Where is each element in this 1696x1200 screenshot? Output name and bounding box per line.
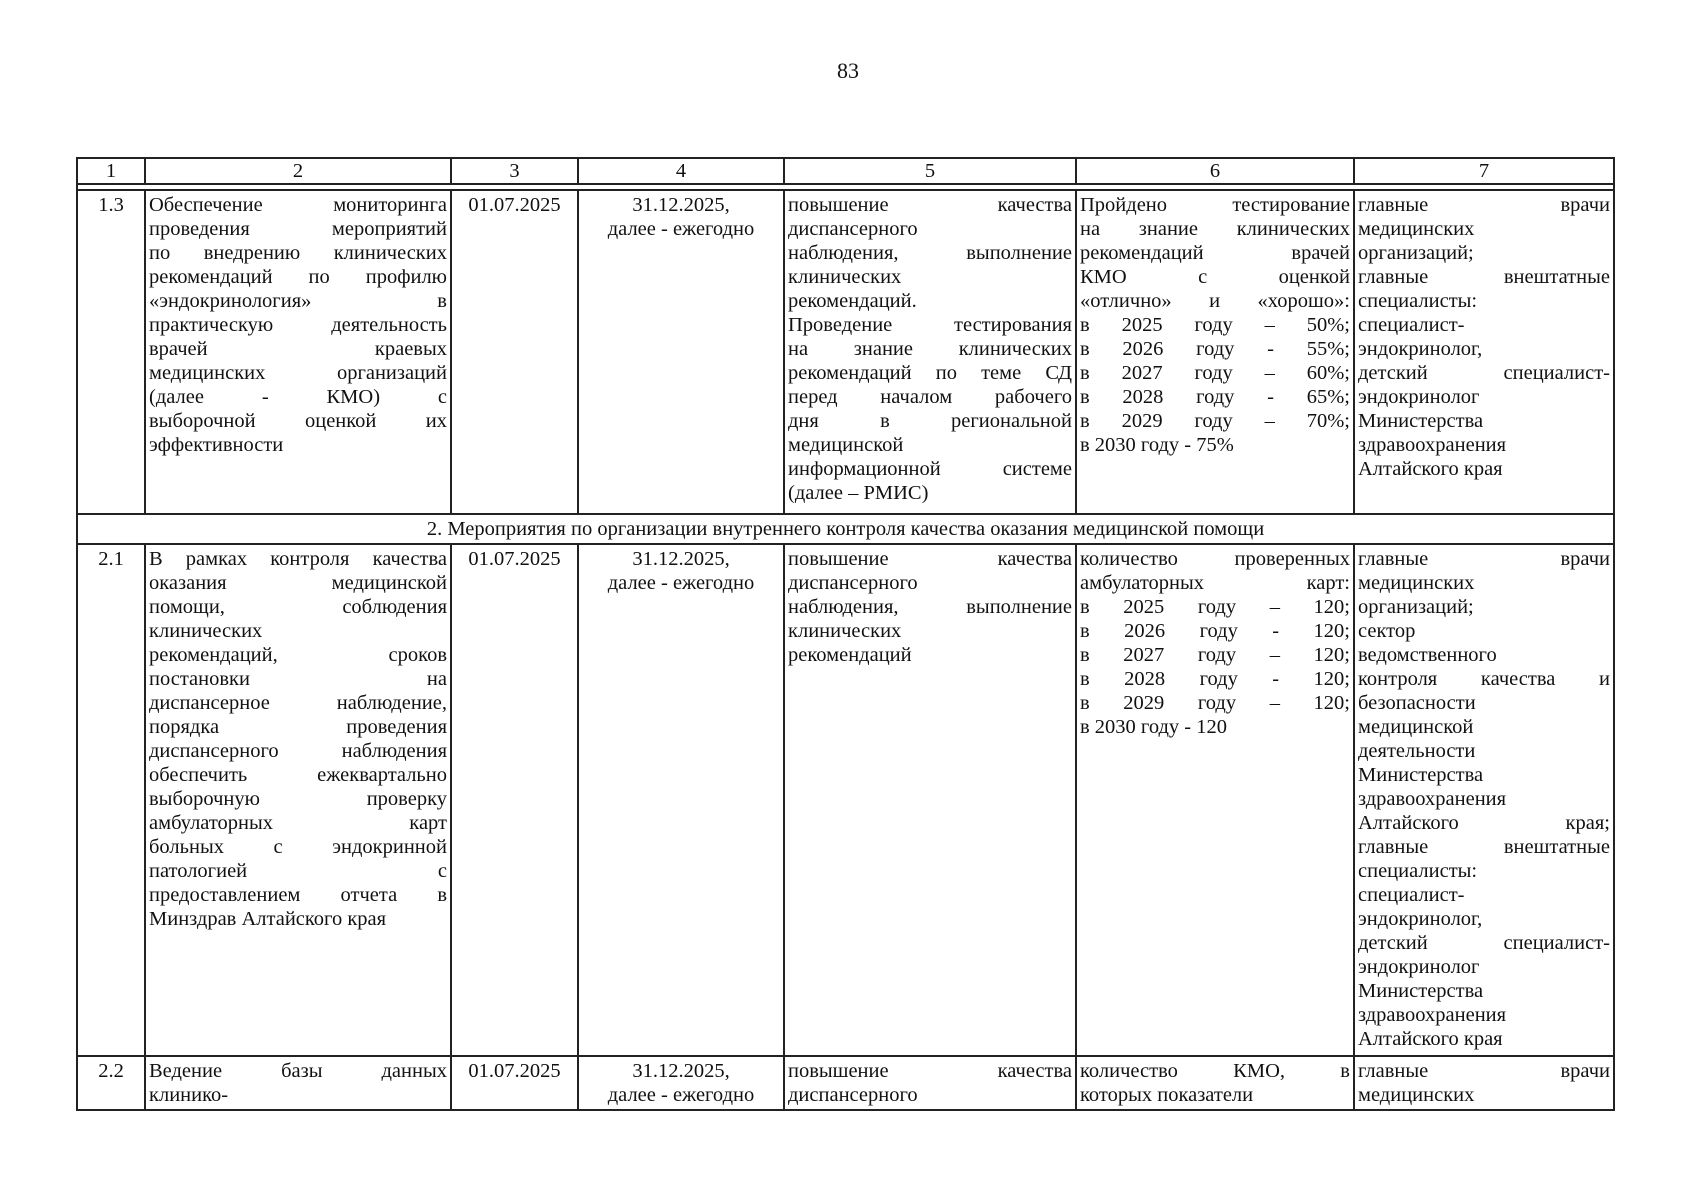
section-row (77, 514, 1614, 544)
cell-line: дня в региональной (788, 410, 1072, 432)
cell-line: «отлично» и «хорошо»: (1080, 290, 1350, 312)
cell-line: деятельности (1358, 740, 1476, 762)
table-row (77, 190, 1614, 514)
cell-line: на знание клинических (1080, 218, 1350, 240)
cell-line: проведения мероприятий (149, 218, 447, 240)
section-title: 2. Мероприятия по организации внутреннего контроля качества оказания медицинской помощи (77, 514, 1614, 544)
cell-line: рекомендаций. (788, 290, 917, 312)
column-number: 3 (451, 158, 578, 184)
cell-line: 31.12.2025, (632, 548, 730, 570)
result-cell (784, 1056, 1076, 1110)
cell-line: диспансерного (788, 218, 918, 240)
cell-line: специалист- (1358, 314, 1465, 336)
cell-line: Министерства (1358, 410, 1484, 432)
cell-line: оказания медицинской (149, 572, 447, 594)
cell-line: клинических (788, 620, 902, 642)
cell-line: медицинских (1358, 1084, 1475, 1106)
cell-line: эндокринолог (1358, 386, 1480, 408)
cell-line: В рамках контроля качества (149, 548, 447, 570)
cell-line: медицинских (1358, 572, 1475, 594)
column-number: 2 (145, 158, 451, 184)
cell-line: здравоохранения (1358, 434, 1507, 456)
cell-line: предоставлением отчета в (149, 884, 447, 906)
row-number: 1.3 (77, 190, 145, 514)
cell-line: рекомендаций врачей (1080, 242, 1350, 264)
cell-line: обеспечить ежеквартально (149, 764, 447, 786)
cell-line: организаций; (1358, 596, 1474, 618)
cell-line: контроля качества и (1358, 668, 1610, 690)
cell-line: Минздрав Алтайского края (149, 908, 387, 930)
cell-line: главные врачи (1358, 194, 1610, 216)
cell-line: в 2029 году – 120; (1080, 692, 1350, 714)
cell-line: выборочную проверку (149, 788, 447, 810)
cell-line: в 2027 году – 120; (1080, 644, 1350, 666)
cell-line: здравоохранения (1358, 788, 1507, 810)
column-number: 4 (578, 158, 784, 184)
cell-line: эндокринолог (1358, 956, 1480, 978)
cell-line: патологией с (149, 860, 447, 882)
cell-line: эндокринолог, (1358, 908, 1483, 930)
cell-line: КМО с оценкой (1080, 266, 1350, 288)
result-cell (784, 544, 1076, 1056)
start-date-cell: 01.07.2025 (451, 1056, 578, 1110)
cell-line: организаций; (1358, 242, 1474, 264)
column-number: 1 (77, 158, 145, 184)
cell-line: на знание клинических (788, 338, 1072, 360)
cell-line: амбулаторных карт (149, 812, 447, 834)
cell-line: Пройдено тестирование (1080, 194, 1350, 216)
cell-line: диспансерного (788, 572, 918, 594)
row-number: 2.1 (77, 544, 145, 1056)
cell-line: врачей краевых (149, 338, 447, 360)
cell-line: детский специалист- (1358, 932, 1610, 954)
cell-line: помощи, соблюдения (149, 596, 447, 618)
indicator-cell (1076, 544, 1354, 1056)
cell-line: наблюдения, выполнение (788, 596, 1072, 618)
cell-line: Обеспечение мониторинга (149, 194, 447, 216)
cell-line: информационной системе (788, 458, 1072, 480)
responsible-cell (1354, 1056, 1614, 1110)
cell-line: далее - ежегодно (607, 572, 755, 594)
cell-line: (далее - КМО) с (149, 386, 447, 408)
cell-line: медицинской (1358, 716, 1474, 738)
responsible-cell (1354, 190, 1614, 514)
cell-line: больных с эндокринной (149, 836, 447, 858)
cell-line: повышение качества (788, 1060, 1072, 1082)
cell-line: (далее – РМИС) (788, 482, 929, 504)
cell-line: в 2029 году – 70%; (1080, 410, 1350, 432)
cell-line: 31.12.2025, (632, 1060, 730, 1082)
cell-line: здравоохранения (1358, 1004, 1507, 1026)
cell-line: рекомендаций по теме СД (788, 362, 1072, 384)
row-number: 2.2 (77, 1056, 145, 1110)
cell-line: выборочной оценкой их (149, 410, 447, 432)
cell-line: главные внештатные (1358, 266, 1610, 288)
page-number: 83 (837, 58, 859, 83)
cell-line: «эндокринология» в (149, 290, 447, 312)
cell-line: Алтайского края (1358, 1028, 1503, 1050)
cell-line: клинико- (149, 1084, 229, 1106)
column-number: 6 (1076, 158, 1354, 184)
cell-line: постановки на (149, 668, 447, 690)
cell-line: в 2025 году – 120; (1080, 596, 1350, 618)
cell-line: количество проверенных (1080, 548, 1350, 570)
cell-line: главные внештатные (1358, 836, 1610, 858)
cell-line: специалист- (1358, 884, 1465, 906)
measure-cell (145, 1056, 451, 1110)
column-number-row (77, 158, 1614, 184)
column-number: 5 (784, 158, 1076, 184)
cell-line: в 2028 году - 65%; (1080, 386, 1350, 408)
cell-line: рекомендаций (788, 644, 912, 666)
cell-line: Проведение тестирования (788, 314, 1072, 336)
cell-line: Алтайского края; (1358, 812, 1610, 834)
start-date-cell: 01.07.2025 (451, 190, 578, 514)
cell-line: в 2030 году - 75% (1080, 434, 1234, 456)
cell-line: наблюдения, выполнение (788, 242, 1072, 264)
cell-line: главные врачи (1358, 548, 1610, 570)
end-date-cell (578, 1056, 784, 1110)
cell-line: клинических (788, 266, 902, 288)
cell-line: эффективности (149, 434, 284, 456)
cell-line: диспансерного (788, 1084, 918, 1106)
cell-line: Министерства (1358, 764, 1484, 786)
cell-line: медицинских (1358, 218, 1475, 240)
cell-line: амбулаторных карт: (1080, 572, 1350, 594)
cell-line: рекомендаций по профилю (149, 266, 447, 288)
cell-line: специалисты: (1358, 290, 1478, 312)
table-row (77, 544, 1614, 1056)
cell-line: в 2026 году - 120; (1080, 620, 1350, 642)
cell-line: рекомендаций, сроков (149, 644, 447, 666)
cell-line: Алтайского края (1358, 458, 1503, 480)
cell-line: специалисты: (1358, 860, 1478, 882)
cell-line: далее - ежегодно (607, 1084, 755, 1106)
cell-line: Министерства (1358, 980, 1484, 1002)
end-date-cell (578, 190, 784, 514)
cell-line: перед началом рабочего (788, 386, 1072, 408)
cell-line: эндокринолог, (1358, 338, 1483, 360)
indicator-cell (1076, 1056, 1354, 1110)
measure-cell (145, 190, 451, 514)
cell-line: в 2030 году - 120 (1080, 716, 1227, 738)
start-date-cell: 01.07.2025 (451, 544, 578, 1056)
table-row (77, 1056, 1614, 1110)
cell-line: далее - ежегодно (607, 218, 755, 240)
cell-line: в 2025 году – 50%; (1080, 314, 1350, 336)
cell-line: главные врачи (1358, 1060, 1610, 1082)
cell-line: количество КМО, в (1080, 1060, 1350, 1082)
cell-line: клинических (149, 620, 263, 642)
cell-line: 31.12.2025, (632, 194, 730, 216)
cell-line: безопасности (1358, 692, 1476, 714)
column-number: 7 (1354, 158, 1614, 184)
responsible-cell (1354, 544, 1614, 1056)
cell-line: по внедрению клинических (149, 242, 447, 264)
cell-line: в 2027 году – 60%; (1080, 362, 1350, 384)
measure-cell (145, 544, 451, 1056)
indicator-cell (1076, 190, 1354, 514)
cell-line: которых показатели (1080, 1084, 1254, 1106)
cell-line: повышение качества (788, 548, 1072, 570)
cell-line: медицинских организаций (149, 362, 447, 384)
cell-line: сектор (1358, 620, 1416, 642)
cell-line: повышение качества (788, 194, 1072, 216)
cell-line: в 2028 году - 120; (1080, 668, 1350, 690)
result-cell (784, 190, 1076, 514)
cell-line: порядка проведения (149, 716, 447, 738)
end-date-cell (578, 544, 784, 1056)
cell-line: диспансерного наблюдения (149, 740, 447, 762)
cell-line: диспансерное наблюдение, (149, 692, 447, 714)
cell-line: медицинской (788, 434, 904, 456)
cell-line: практическую деятельность (149, 314, 447, 336)
cell-line: детский специалист- (1358, 362, 1610, 384)
measures-table (76, 157, 1615, 1111)
cell-line: ведомственного (1358, 644, 1497, 666)
cell-line: в 2026 году - 55%; (1080, 338, 1350, 360)
cell-line: Ведение базы данных (149, 1060, 447, 1082)
